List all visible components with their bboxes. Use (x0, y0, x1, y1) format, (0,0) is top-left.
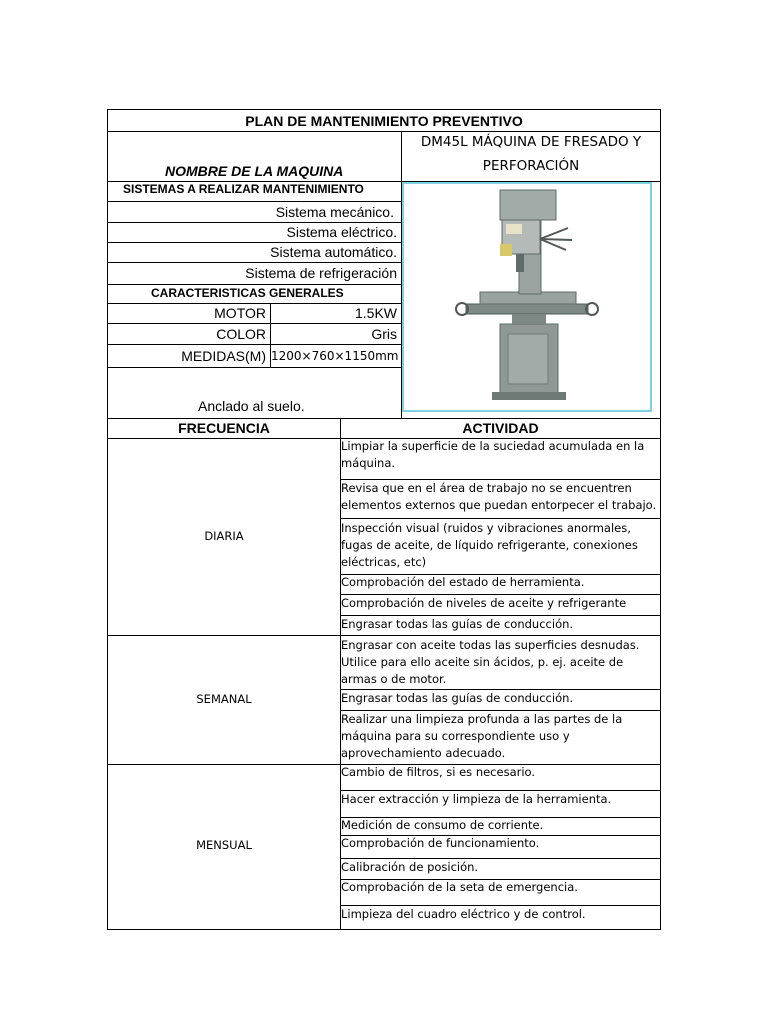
system-item: Sistema mecánico. (275, 204, 394, 220)
spec-value: Gris (371, 326, 397, 342)
activity-item: Engrasar todas las guías de conducción. (341, 617, 574, 631)
activity-item: Revisa que en el área de trabajo no se encuentren elementos externos que puedan entorpecer el trabajo. (341, 481, 657, 512)
milling-machine-image (404, 184, 650, 410)
freq-label: SEMANAL (196, 692, 252, 706)
activity-item: Comprobación de la seta de emergencia. (341, 880, 578, 894)
system-item: Sistema de refrigeración (245, 265, 397, 281)
activity-item: Hacer extracción y limpieza de la herramienta. (341, 792, 612, 806)
activity-item: Comprobación del estado de herramienta. (341, 575, 585, 589)
machine-photo (402, 182, 652, 412)
activity-item: Cambio de filtros, si es necesario. (341, 765, 536, 779)
system-item: Sistema eléctrico. (286, 224, 397, 240)
activity-item: Limpiar la superficie de la suciedad acumulada en la máquina. (341, 439, 645, 470)
activity-header: ACTIVIDAD (462, 420, 539, 436)
anchored-note: Anclado al suelo. (198, 398, 305, 414)
activity-item: Medición de consumo de corriente. (341, 818, 544, 832)
plan-title: PLAN DE MANTENIMIENTO PREVENTIVO (107, 109, 661, 132)
freq-label: MENSUAL (196, 838, 252, 852)
activity-item: Calibración de posición. (341, 860, 479, 874)
activity-item: Comprobación de niveles de aceite y refrigerante (341, 596, 627, 610)
general-header: CARACTERISTICAS GENERALES (151, 286, 344, 300)
spec-label: MEDIDAS(M) (181, 348, 266, 364)
activity-item: Comprobación de funcionamiento. (341, 836, 540, 850)
systems-header: SISTEMAS A REALIZAR MANTENIMIENTO (123, 182, 364, 196)
freq-label: DIARIA (204, 529, 244, 543)
freq-header: FRECUENCIA (178, 420, 270, 436)
activity-item: Engrasar todas las guías de conducción. (341, 691, 574, 705)
machine-name-line2: PERFORACIÓN (482, 158, 580, 174)
activity-item: Engrasar con aceite todas las superficies desnudas. Utilice para ello aceite sin ácidos, p. ej. aceite de armas o de motor. (341, 638, 640, 686)
spec-value: 1200×760×1150mm (271, 349, 399, 363)
activity-item: Limpieza del cuadro eléctrico y de control. (341, 907, 586, 921)
activity-item: Inspección visual (ruidos y vibraciones anormales, fugas de aceite, de líquido refrigerante, conexiones eléctricas, etc) (341, 521, 638, 569)
spec-value: 1.5KW (354, 305, 397, 321)
spec-label: MOTOR (214, 305, 266, 321)
spec-label: COLOR (216, 326, 266, 342)
machine-name-line1: DM45L MÁQUINA DE FRESADO Y (420, 134, 642, 150)
system-item: Sistema automático. (270, 244, 397, 260)
machine-name-label: NOMBRE DE LA MAQUINA (165, 163, 344, 179)
activity-item: Realizar una limpieza profunda a las partes de la máquina para su correspondiente uso y aprovechamiento adecuado. (341, 712, 623, 760)
